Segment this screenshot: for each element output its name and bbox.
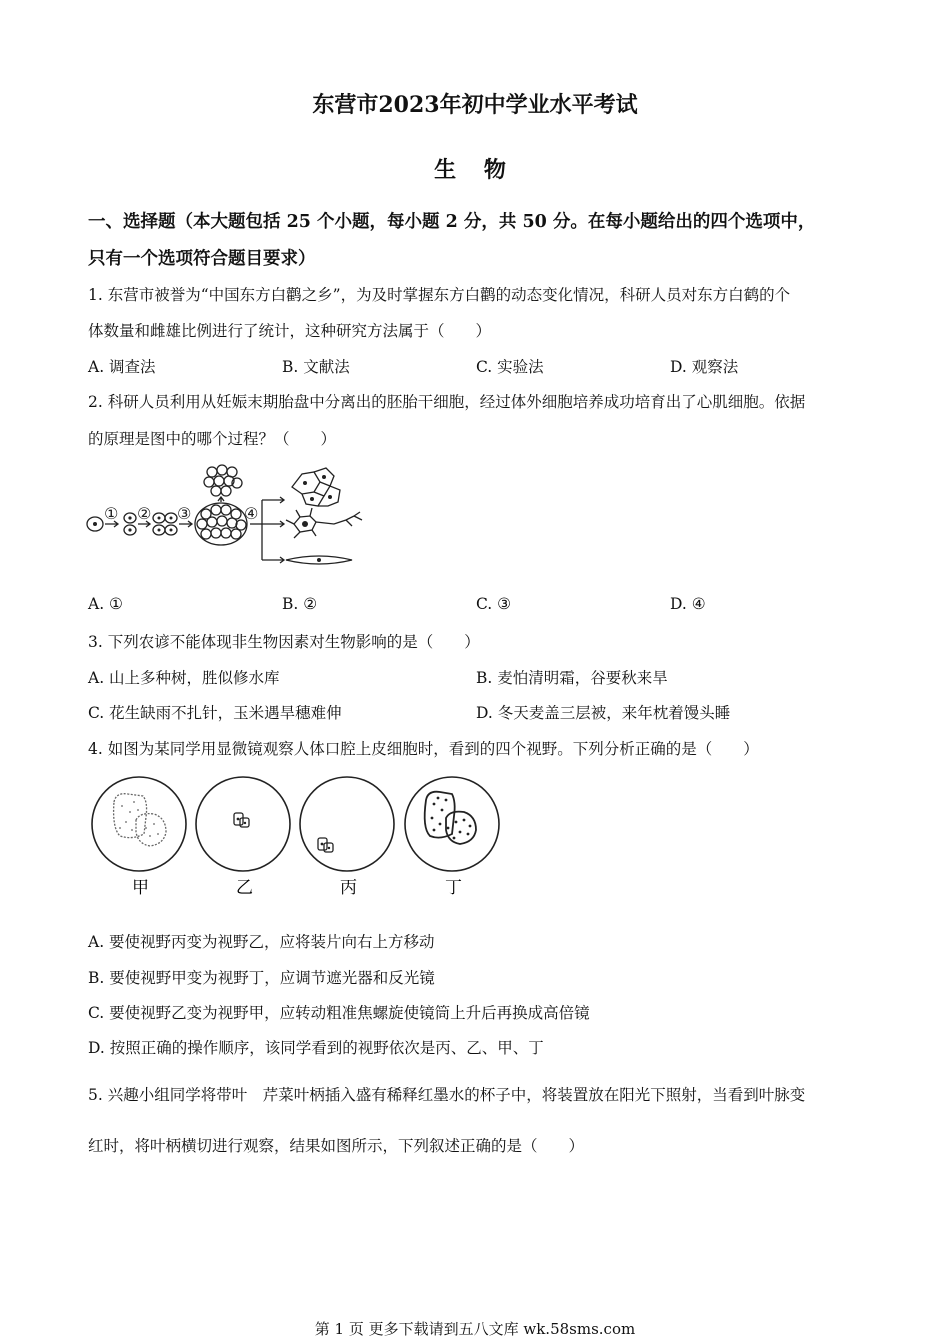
q1-option-d: D. 观察法	[670, 358, 739, 376]
q2-stem-line1: 2. 科研人员利用从妊娠末期胎盘中分离出的胚胎干细胞，经过体外细胞培养成功培育出了心肌细胞。依据	[88, 393, 806, 411]
page-title: 东营市2023年初中学业水平考试	[312, 92, 638, 118]
q5-stem-line2: 红时，将叶柄横切进行观察，结果如图所示，下列叙述正确的是（ ）	[88, 1137, 585, 1155]
q1-stem-line2: 体数量和雌雄比例进行了统计，这种研究方法属于（ ）	[88, 322, 492, 340]
q3-stem: 3. 下列农谚不能体现非生物因素对生物影响的是（ ）	[88, 633, 480, 651]
page-footer: 第 1 页 更多下载请到五八文库 wk.58sms.com	[314, 1320, 636, 1338]
subject-title: 生 物	[434, 157, 516, 183]
q2-option-c: C. ③	[476, 595, 512, 613]
step-label-4: ④	[244, 504, 259, 523]
q4-stem: 4. 如图为某同学用显微镜观察人体口腔上皮细胞时，看到的四个视野。下列分析正确的是（ ）	[88, 740, 759, 758]
q2-stem-line2: 的原理是图中的哪个过程？（ ）	[88, 430, 337, 448]
q1-stem-line1: 1. 东营市被誉为“中国东方白鹳之乡”，为及时掌握东方白鹳的动态变化情况，科研人员对东方白鹤的个	[88, 286, 791, 304]
q4-option-c: C. 要使视野乙变为视野甲，应转动粗准焦螺旋使镜筒上升后再换成高倍镜	[88, 1004, 590, 1022]
view-label-yi: 乙	[236, 878, 253, 898]
q3-option-b: B. 麦怕清明霜，谷要秋来旱	[476, 669, 668, 687]
q4-option-d: D. 按照正确的操作顺序，该同学看到的视野依次是丙、乙、甲、丁	[88, 1039, 544, 1057]
section-heading-line2: 只有一个选项符合题目要求）	[88, 249, 316, 269]
cell-division-differentiation-figure	[84, 462, 369, 572]
step-label-1: ①	[104, 504, 119, 523]
q4-option-a: A. 要使视野丙变为视野乙，应将装片向右上方移动	[88, 933, 435, 951]
q1-option-a: A. 调查法	[88, 358, 156, 376]
step-label-2: ②	[137, 504, 152, 523]
q3-option-d: D. 冬天麦盖三层被，来年枕着馒头睡	[476, 704, 731, 722]
view-label-ding: 丁	[445, 878, 462, 898]
view-label-jia: 甲	[132, 878, 149, 898]
q4-option-b: B. 要使视野甲变为视野丁，应调节遮光器和反光镜	[88, 969, 435, 987]
q3-option-c: C. 花生缺雨不扎针，玉米遇旱穗难伸	[88, 704, 342, 722]
section-heading-line1: 一、选择题（本大题包括 25 个小题，每小题 2 分，共 50 分。在每小题给出的四个选项中，	[88, 212, 816, 232]
microscope-views-figure	[88, 772, 503, 902]
q2-option-a: A. ①	[88, 595, 123, 613]
q2-option-d: D. ④	[670, 595, 706, 613]
q1-option-c: C. 实验法	[476, 358, 544, 376]
q3-option-a: A. 山上多种树，胜似修水库	[88, 669, 280, 687]
step-label-3: ③	[177, 504, 192, 523]
q2-option-b: B. ②	[282, 595, 318, 613]
view-label-bing: 丙	[340, 878, 357, 898]
q1-option-b: B. 文献法	[282, 358, 350, 376]
q5-stem-line1: 5. 兴趣小组同学将带叶 芹菜叶柄插入盛有稀释红墨水的杯子中，将装置放在阳光下照射，当看到叶脉变	[88, 1086, 806, 1104]
